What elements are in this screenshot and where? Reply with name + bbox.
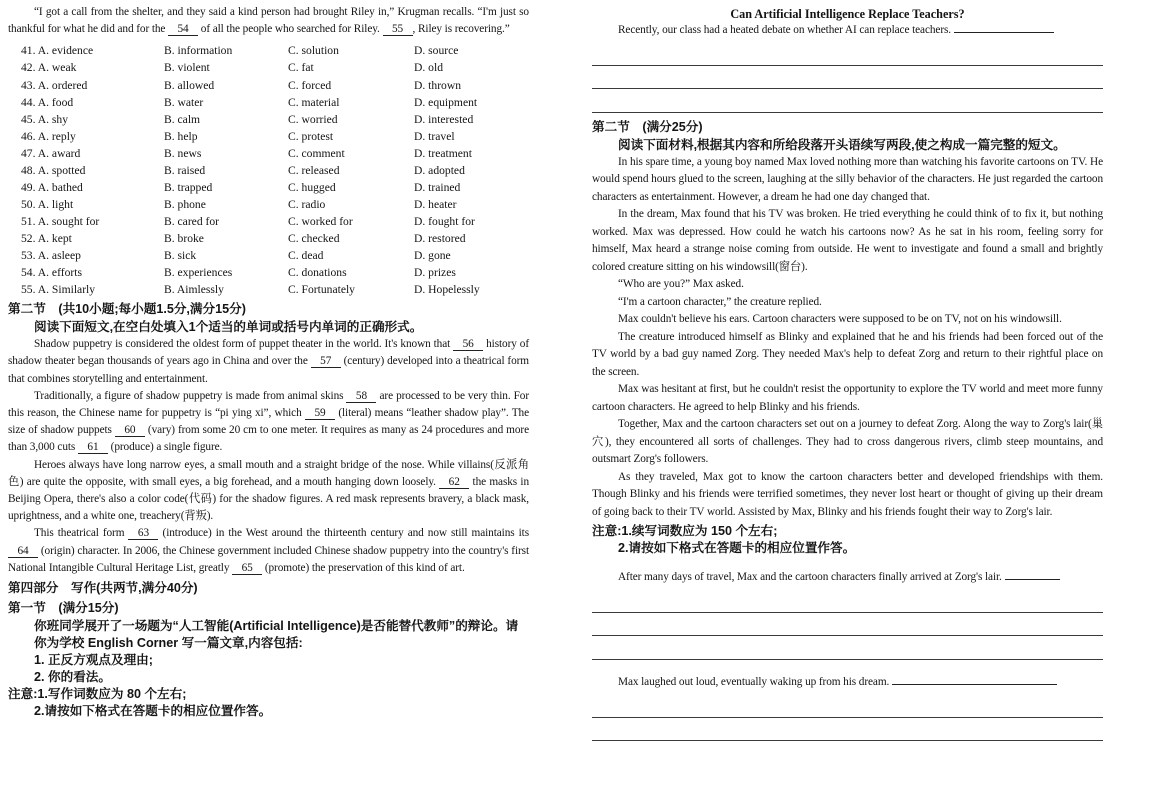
option-a: 51. A. sought for xyxy=(21,214,100,228)
story-paragraph: In the dream, Max found that his TV was broken. He tried everything he could think of to fix it, but nothing worked. Max was depressed. How could he watch his cartoons now? As he sat in his room, feeling sorry for himself, Max heard a strange noise coming from outside. He went to investigate and found a small and brightly colored creature sitting on his windowsill(窗台). xyxy=(592,208,1103,273)
option-c: C. worked for xyxy=(288,214,353,228)
answer-line xyxy=(592,42,1103,66)
essay-opening-sentence: Recently, our class had a heated debate on whether AI can replace teachers. xyxy=(592,22,1103,39)
story-paragraph: Max couldn't believe his ears. Cartoon characters were supposed to be on TV, not on his windowsill. xyxy=(618,313,1062,326)
option-a: 55. A. Similarly xyxy=(21,283,96,297)
option-c: C. radio xyxy=(288,197,326,211)
option-d: D. treatment xyxy=(414,146,472,160)
option-d: D. equipment xyxy=(414,95,478,109)
cloze-passage-paragraph: This theatrical form 63 (introduce) in the West around the thirteenth century and now still maintains its 64 (origin) character. In 2006, the Chinese government included Chinese shadow puppetry into the country's first National Intangible Cultural Heritage List, greatly 65 (promote) the preservation of this kind of art. xyxy=(8,527,529,574)
option-d: D. Hopelessly xyxy=(414,283,480,297)
option-d: D. restored xyxy=(414,231,466,245)
option-row xyxy=(8,162,529,179)
option-c: C. Fortunately xyxy=(288,283,355,297)
story-paragraph: In his spare time, a young boy named Max loved nothing more than watching his favorite cartoons on TV. He would spend hours glued to the screen, laughing at the silly behavior of the characters. He just regarded the cartoon characters as entertainment. However, a dream he had one day changed that. xyxy=(592,155,1103,203)
cloze-blank-60: 60 xyxy=(115,424,145,437)
answer-line xyxy=(592,613,1103,637)
option-b: B. sick xyxy=(164,248,197,262)
cloze-intro-paragraph: “I got a call from the shelter, and they said a kind person had brought Riley in,” Krugman recalls. “I'm just so thankful for what he did and for the 54 of all the people who searched for Riley. 55 , Riley is recovering.” xyxy=(8,6,529,36)
option-a: 43. A. ordered xyxy=(21,78,88,92)
option-b: B. allowed xyxy=(164,78,215,92)
story-paragraph: As they traveled, Max got to know the cartoon characters better and developed friendships with them. Though Blinky and his friends were terrified sometimes, they never lost heart or thought of giving up their dream of going back to their TV world. Assisted by Max, Blinky and his friends fought their way to Zorg's lair. xyxy=(592,470,1103,518)
option-a: 53. A. asleep xyxy=(21,248,81,262)
story-paragraph: Together, Max and the cartoon characters set out on a journey to defeat Zorg. Along the way to Zorg's lair(巢穴), they encountered all sorts of challenges. They had to cross dangerous rivers, climb steep mountains, and outsmart Zorg's followers. xyxy=(592,418,1103,466)
option-d: D. trained xyxy=(414,180,461,194)
option-a: 44. A. food xyxy=(21,95,74,109)
continuation-1-answer-lines xyxy=(592,589,1103,660)
option-row xyxy=(8,196,529,213)
option-d: D. fought for xyxy=(414,214,475,228)
option-row xyxy=(8,128,529,145)
option-b: B. broke xyxy=(164,231,204,245)
option-row xyxy=(8,42,529,59)
continuation-note-1: 注意:1.续写词数应为 150 个左右; xyxy=(592,524,778,539)
option-c: C. checked xyxy=(288,231,340,245)
option-row xyxy=(8,77,529,94)
part4-heading: 第四部分 写作(共两节,满分40分) xyxy=(8,580,198,595)
right-column xyxy=(592,4,1103,741)
cloze-blank-55: 55 xyxy=(383,23,413,36)
answer-underline xyxy=(1005,569,1060,580)
option-c: C. donations xyxy=(288,266,347,280)
option-a: 50. A. light xyxy=(21,197,74,211)
part4-note-1: 注意:1.写作词数应为 80 个左右; xyxy=(8,686,187,701)
option-d: D. thrown xyxy=(414,78,462,92)
section2-heading: 第二节 (共10小题;每小题1.5分,满分15分) xyxy=(8,302,246,317)
answer-line xyxy=(592,718,1103,742)
option-c: C. hugged xyxy=(288,180,336,194)
option-d: D. adopted xyxy=(414,163,465,177)
option-a: 52. A. kept xyxy=(21,231,72,245)
option-c: C. solution xyxy=(288,44,339,58)
option-a: 46. A. reply xyxy=(21,129,76,143)
option-c: C. protest xyxy=(288,129,334,143)
option-d: D. heater xyxy=(414,197,457,211)
option-a: 48. A. spotted xyxy=(21,163,86,177)
option-row xyxy=(8,213,529,230)
cloze-blank-58: 58 xyxy=(346,390,376,403)
option-row xyxy=(8,94,529,111)
answer-line xyxy=(592,66,1103,90)
cloze-blank-54: 54 xyxy=(168,23,198,36)
continuation-2-answer-lines xyxy=(592,694,1103,741)
option-b: B. Aimlessly xyxy=(164,283,224,297)
option-row xyxy=(8,230,529,247)
cloze-blank-57: 57 xyxy=(311,355,341,368)
continuation-instruction: 阅读下面材料,根据其内容和所给段落开头语续写两段,使之构成一篇完整的短文。 xyxy=(618,137,1066,152)
part4-intro: 你班同学展开了一场题为“人工智能(Artificial Intelligence)是否能替代教师”的辩论。请你为学校 English Corner 写一篇文章,内容包括: xyxy=(34,618,519,650)
cloze-blank-56: 56 xyxy=(453,338,483,351)
essay-answer-lines xyxy=(592,42,1103,113)
essay-title: Can Artificial Intelligence Replace Teachers? xyxy=(730,7,965,21)
option-b: B. cared for xyxy=(164,214,220,228)
option-row xyxy=(8,111,529,128)
story-paragraph: Max was hesitant at first, but he couldn't resist the opportunity to explore the TV world and meet more funny cartoon characters. He agreed to help Blinky and his friends. xyxy=(592,383,1103,413)
cloze-passage-paragraph: Traditionally, a figure of shadow puppetry is made from animal skins 58 are processed to be very thin. For this reason, the Chinese name for puppetry is “pi ying xi”, which 59 (literal) means “leather shadow play”. The size of shadow puppets 60 (vary) from some 20 cm to one meter. It requires as many as 24 procedures and more than 3,000 cuts 61 (produce) a single figure. xyxy=(8,389,529,454)
option-d: D. old xyxy=(414,61,443,75)
option-d: D. interested xyxy=(414,112,474,126)
section2-heading-right: 第二节 (满分25分) xyxy=(592,119,703,134)
option-b: B. raised xyxy=(164,163,206,177)
continuation-story xyxy=(592,154,1103,522)
answer-line xyxy=(592,89,1103,113)
section2-instruction: 阅读下面短文,在空白处填入1个适当的单词或括号内单词的正确形式。 xyxy=(34,320,423,335)
cloze-passage-paragraph: Shadow puppetry is considered the oldest form of puppet theater in the world. It's known that 56 history of shadow theater began thousands of years ago in China and over the 57 (century) developed into a theatrical form that combines storytelling and entertainment. xyxy=(8,338,529,385)
story-paragraph: “I'm a cartoon character,” the creature replied. xyxy=(618,295,822,308)
option-a: 45. A. shy xyxy=(21,112,69,126)
option-a: 54. A. efforts xyxy=(21,266,82,280)
continuation-opening-2: Max laughed out loud, eventually waking up from his dream. xyxy=(592,674,1103,691)
option-b: B. experiences xyxy=(164,266,233,280)
option-b: B. calm xyxy=(164,112,201,126)
option-c: C. dead xyxy=(288,248,324,262)
left-column xyxy=(8,4,529,720)
option-a: 42. A. weak xyxy=(21,61,77,75)
option-b: B. water xyxy=(164,95,204,109)
option-row xyxy=(8,264,529,281)
cloze-blank-62: 62 xyxy=(439,476,469,489)
option-b: B. news xyxy=(164,146,202,160)
story-paragraph: The creature introduced himself as Blinky and explained that he and his friends had been forced out of the TV world by a bad guy named Zorg. They needed Max's help to defeat Zorg and return to their rightful place on the screen. xyxy=(592,330,1103,378)
cloze-passage xyxy=(8,336,529,577)
answer-underline xyxy=(892,674,1057,685)
continuation-note-2: 2.请按如下格式在答题卡的相应位置作答。 xyxy=(618,541,856,556)
option-row xyxy=(8,179,529,196)
option-a: 49. A. bathed xyxy=(21,180,83,194)
story-paragraph: “Who are you?” Max asked. xyxy=(618,278,744,291)
option-c: C. material xyxy=(288,95,340,109)
continuation-opening-1: After many days of travel, Max and the cartoon characters finally arrived at Zorg's lair. xyxy=(592,569,1103,586)
answer-line xyxy=(592,636,1103,660)
option-c: C. comment xyxy=(288,146,345,160)
option-b: B. phone xyxy=(164,197,206,211)
option-c: C. worried xyxy=(288,112,338,126)
cloze-blank-59: 59 xyxy=(305,407,335,420)
option-row xyxy=(8,59,529,76)
option-b: B. help xyxy=(164,129,198,143)
option-c: C. fat xyxy=(288,61,314,75)
cloze-passage-paragraph: Heroes always have long narrow eyes, a small mouth and a straight bridge of the nose. While villains(反派角色) are quite the opposite, with small eyes, a big forehead, and a mouth hanging down loosely. 62 the masks in Beijing Opera, there's also a color code(代码) for the shadow figures. A red mask represents bravery, a black mask, uprightness, and a white one, treachery(背叛). xyxy=(8,458,529,523)
answer-underline xyxy=(954,22,1054,33)
cloze-blank-61: 61 xyxy=(78,441,108,454)
option-d: D. source xyxy=(414,44,459,58)
part4-point-2: 2. 你的看法。 xyxy=(34,669,111,684)
cloze-blank-64: 64 xyxy=(8,545,38,558)
answer-line xyxy=(592,589,1103,613)
cloze-blank-65: 65 xyxy=(232,562,262,575)
part4-note-2: 2.请按如下格式在答题卡的相应位置作答。 xyxy=(34,703,272,718)
option-d: D. gone xyxy=(414,248,451,262)
option-b: B. trapped xyxy=(164,180,213,194)
option-b: B. violent xyxy=(164,61,210,75)
option-b: B. information xyxy=(164,44,233,58)
option-row xyxy=(8,247,529,264)
option-d: D. prizes xyxy=(414,266,456,280)
cloze-blank-63: 63 xyxy=(128,527,158,540)
part4-point-1: 1. 正反方观点及理由; xyxy=(34,652,153,667)
option-c: C. forced xyxy=(288,78,332,92)
option-d: D. travel xyxy=(414,129,455,143)
option-c: C. released xyxy=(288,163,340,177)
answer-line xyxy=(592,694,1103,718)
option-a: 41. A. evidence xyxy=(21,44,94,58)
option-a: 47. A. award xyxy=(21,146,81,160)
part4-section1-heading: 第一节 (满分15分) xyxy=(8,600,119,615)
options-table xyxy=(8,42,529,298)
option-row xyxy=(8,145,529,162)
option-row xyxy=(8,281,529,298)
